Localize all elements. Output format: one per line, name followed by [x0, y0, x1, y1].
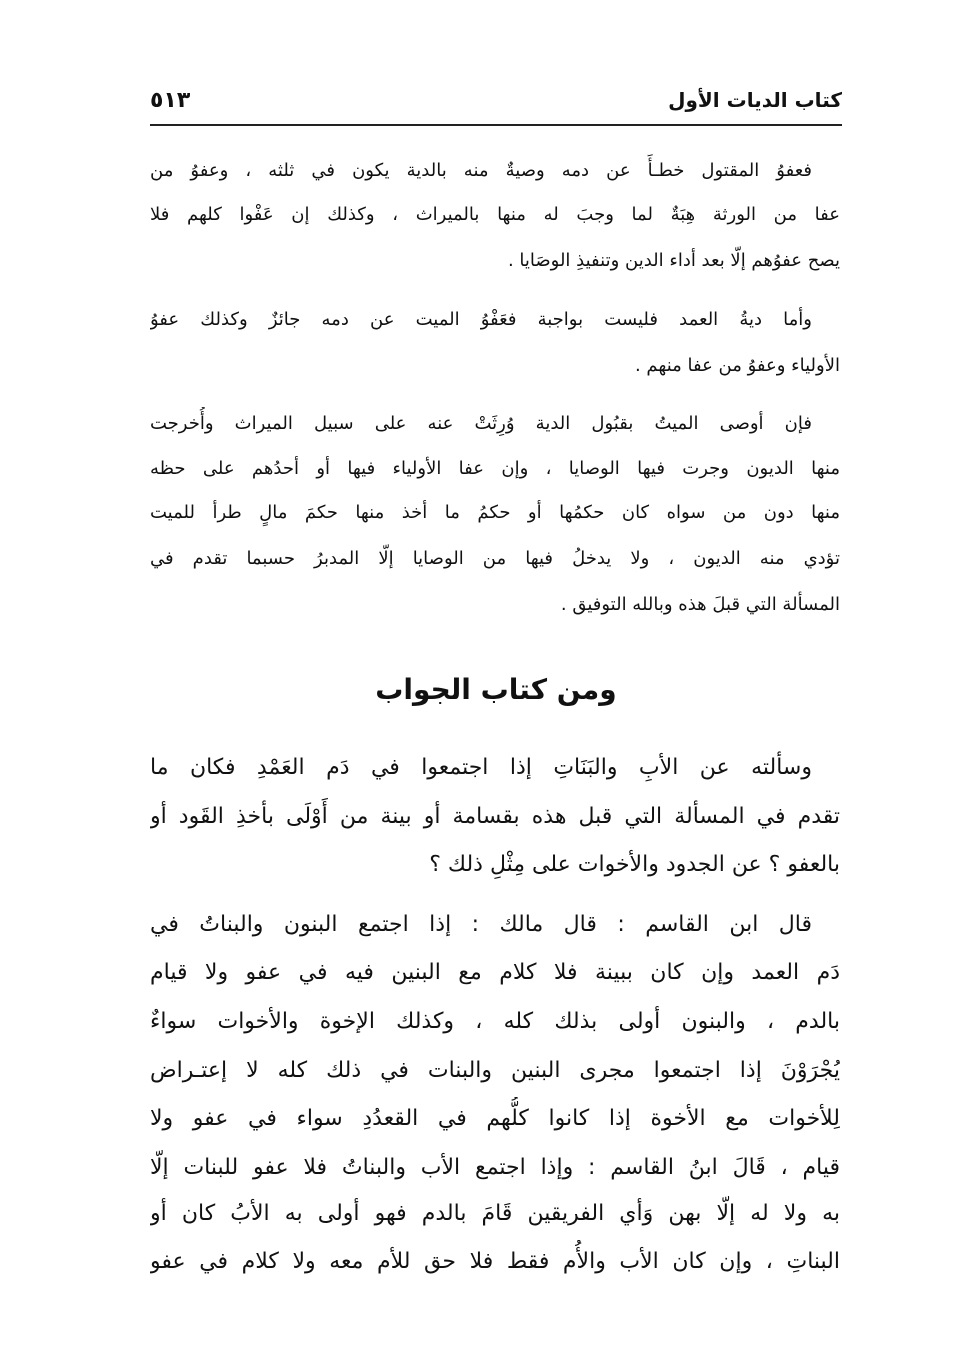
text-line: يُجْرَوْنَ إذا اجتمعوا مجرى البنين والبنات في ذلك كله لا إعتـراض	[150, 1058, 840, 1083]
section-heading: ومن كتاب الجواب	[375, 673, 617, 706]
text-line: وأما ديةُ العمد فليست بواجبة فعَفْوُ الميت عن دمه جائزٌ وكذلك عفوُ	[150, 309, 812, 330]
text-line: تؤدي منه الديون ، ولا يدخلُ فيها من الوصايا إلّا المدبرُ حسبما تقدم في	[150, 548, 840, 569]
text-line: قال ابن القاسم : قال مالك : إذا اجتمع البنون والبناتُ في	[150, 912, 812, 937]
text-line: البناتِ ، وإن كان الأب والأُم فقط فلا حق للأم معه ولا كلام في عفو	[150, 1249, 840, 1274]
text-line: بالعفو ؟ عن الجدود والأخوات على مِثْلِ ذلك ؟	[429, 852, 840, 877]
text-line: دَم العمد وإن كان ببينة فلا كلام مع البنين فيه في عفو ولا قيام	[150, 960, 840, 985]
text-line: فإن أوصى الميتُ بقبُول الدية وُرِثَتْ عنه على سبيل الميراث وأُخرجت	[150, 413, 812, 434]
text-line: قيام ، قَالَ ابنُ القاسم : وإذا اجتمع الأب والبناتُ فلا عفو للبنات إلّا	[150, 1155, 840, 1180]
chapter-title: كتاب الديات الأول	[668, 88, 842, 112]
text-line: بالدم ، والبنون أولى بذلك كله ، وكذلك الإخوة والأخوات سواءٌ	[150, 1009, 840, 1034]
text-line: لِلأخوات مع الأخوة إذا كانوا كلُّهم في القعدُدِ سواء في عفو ولا	[150, 1106, 840, 1131]
text-line: منها الديون وجرت فيها الوصايا ، وإن عفا الأولياء فيها أو أحدُهم على حظه	[150, 458, 840, 479]
text-line: عفا من الورثة هِبَةٌ لما وجبَ له منها بالميراث ، وكذلك إن عَفْوا كلهم فلا	[150, 204, 840, 225]
text-line: يصح عفوُهم إلّا بعد أداء الدين وتنفيذِ الوصَايا .	[507, 250, 840, 271]
header-rule	[150, 124, 842, 126]
text-line: به ولا له إلّا بهن وَأي الفريقين قَامَ بالدم فهو أولى به الأبُ كان أو	[150, 1201, 840, 1226]
text-line: وسألته عن الأبِ والبَنَاتِ إذا اجتمعوا في دَم العَمْدِ فكان ما	[150, 755, 812, 780]
running-header	[150, 84, 842, 118]
text-line: فعفوُ المقتول خطـأً عن دمه وصيةٌ منه بالدية يكون في ثلثه ، وعفوُ من	[150, 160, 812, 181]
text-line: تقدم في المسألة التي قبل هذه بقسامة أو بينة من أَوْلَى بأخذِ القَود أو	[150, 804, 840, 829]
text-line: المسألة التي قبلَ هذه وبالله التوفيق .	[560, 594, 840, 615]
text-line: منها دون من سواه كان حكمُها أو حكمُ ما أخذ منها حكمَ مالٍ طرأ للميت	[150, 502, 840, 523]
text-line: الأولياء وعفوُ من عفا منهم .	[634, 355, 840, 376]
page-number: ٥١٣	[150, 88, 191, 113]
